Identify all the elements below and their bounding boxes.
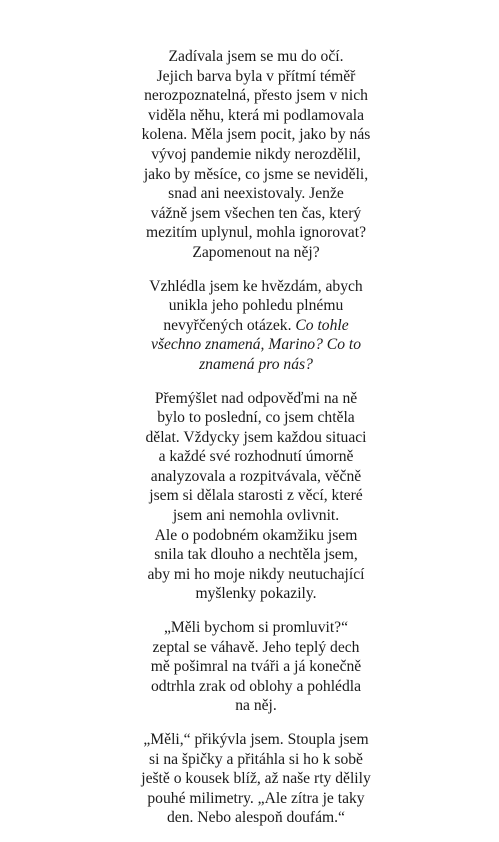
- text-line: jako by měsíce, co jsme se neviděli,: [143, 165, 369, 183]
- text-line: pouhé milimetry. „Ale zítra je taky: [147, 789, 365, 807]
- text-line: jsem si dělala starosti z věcí, které: [149, 487, 363, 505]
- text-line: myšlenky pokazily.: [195, 585, 317, 603]
- text-line: jsem ani nemohla ovlivnit.: [172, 507, 340, 525]
- text-line: Zadívala jsem se mu do očí.: [168, 48, 344, 65]
- italic-thought-text: znamená pro nás?: [199, 355, 313, 373]
- text-line: Ale o podobném okamžiku jsem: [154, 526, 358, 544]
- text-line: unikla jeho pohledu plnému: [168, 297, 344, 315]
- text-line: bylo to poslední, co jsem chtěla: [157, 409, 355, 427]
- text-line-mixed: [136, 316, 376, 336]
- book-page: [136, 47, 376, 842]
- text-line: „Měli bychom si promluvit?“: [163, 619, 349, 637]
- text-line: „Měli,“ přikývla jsem. Stoupla jsem: [143, 731, 369, 748]
- text-line: snila tak dlouho a nechtěla jsem,: [154, 546, 358, 564]
- text-line: aby mi ho moje nikdy neutuchající: [147, 565, 365, 583]
- italic-thought-line: [136, 335, 376, 355]
- text-line: nerozpoznatelná, přesto jsem v nich: [144, 87, 368, 105]
- text-line: snad ani neexistovaly. Jenže: [168, 185, 344, 203]
- paragraph-2: [136, 277, 376, 375]
- text-line: dělat. Vždycky jsem každou situaci: [145, 428, 367, 446]
- italic-thought-start: Co tohle: [295, 316, 349, 334]
- text-line: kolena. Měla jsem pocit, jako by nás: [141, 126, 371, 144]
- text-line: zeptal se váhavě. Jeho teplý dech: [152, 638, 360, 656]
- paragraph-4: [136, 618, 376, 716]
- text-line: viděla něhu, která mi podlamovala: [147, 106, 365, 124]
- text-line: mě pošimral na tváři a já konečně: [150, 658, 362, 676]
- text-line: si na špičky a přitáhla si ho k sobě: [149, 750, 363, 768]
- paragraph-1: [136, 47, 376, 263]
- paragraph-3: [136, 389, 376, 605]
- text-line: vážně jsem všechen ten čas, který: [150, 204, 362, 222]
- text-line: analyzovala a rozpitvávala, věčně: [150, 467, 362, 485]
- italic-thought-text: všechno znamená, Marino? Co to: [150, 336, 362, 354]
- text-line: mezitím uplynul, mohla ignorovat?: [145, 224, 366, 242]
- text-line: Přemýšlet nad odpověďmi na ně: [154, 389, 358, 407]
- text-line: na něj.: [235, 697, 277, 715]
- italic-thought-line: [136, 355, 376, 375]
- text-line: ještě o kousek blíž, až naše rty dělily: [141, 770, 371, 788]
- text-line: Zapomenout na něj?: [192, 243, 320, 261]
- text-line: a každé své rozhodnutí úmorně: [158, 448, 354, 466]
- text-line-plain-part: nevyřčených otázek.: [163, 316, 296, 334]
- text-line: vývoj pandemie nikdy nerozdělil,: [151, 145, 361, 163]
- text-line: Jejich barva byla v přítmí téměř: [156, 67, 356, 85]
- text-line: odtrhla zrak od oblohy a pohlédla: [150, 677, 362, 695]
- paragraph-5: [136, 730, 376, 828]
- text-line: Vzhlédla jsem ke hvězdám, abych: [149, 277, 363, 295]
- text-line: den. Nebo alespoň doufám.“: [167, 809, 345, 827]
